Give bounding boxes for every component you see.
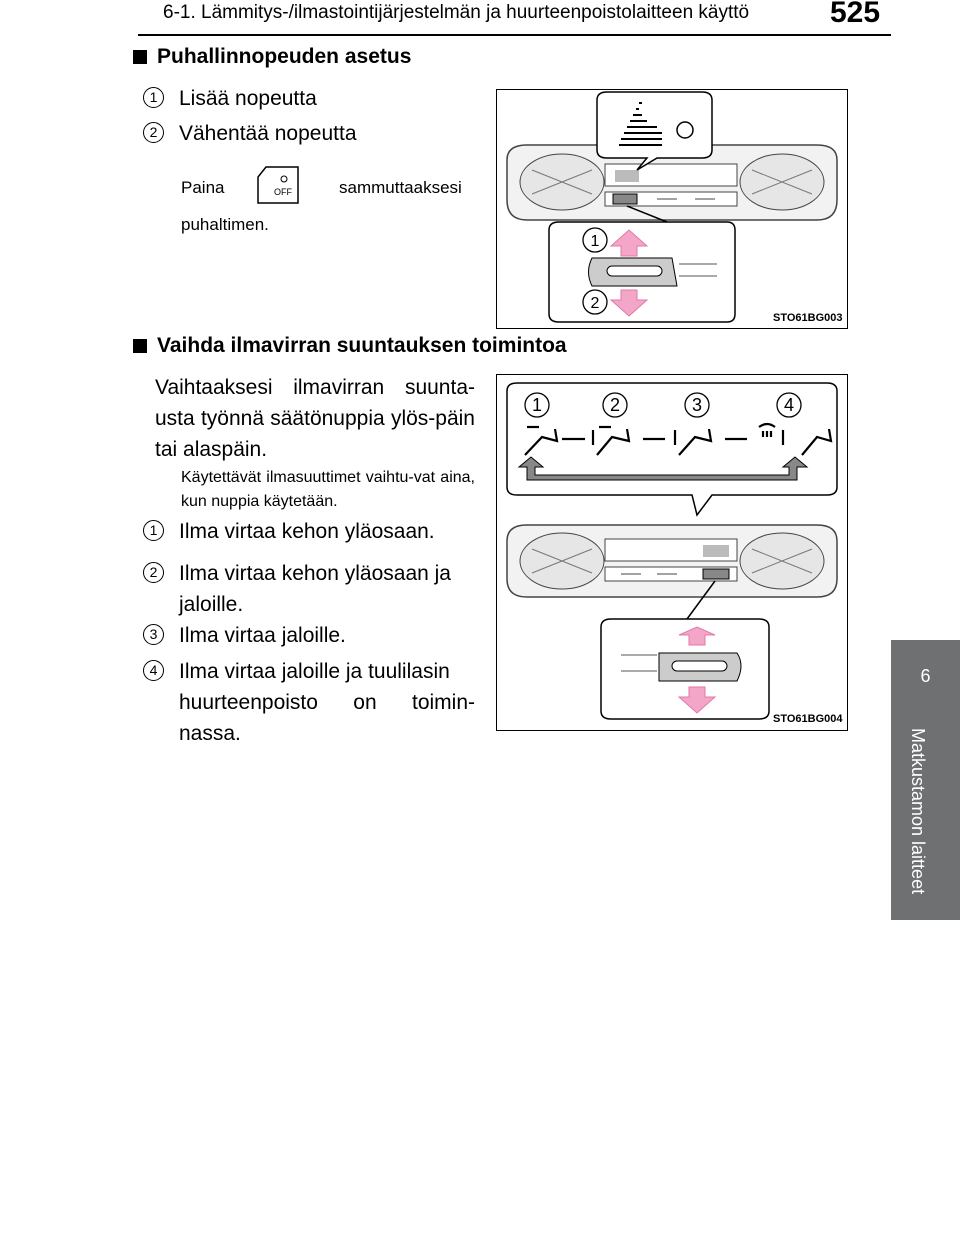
off-note-line2: puhaltimen.: [181, 215, 269, 234]
callout-badge: 1: [143, 87, 164, 108]
item-text: Ilma virtaa jaloille.: [179, 624, 346, 647]
side-tab: [891, 640, 960, 920]
off-note-after: sammuttaaksesi: [339, 178, 462, 197]
off-note-before: Paina: [181, 178, 225, 197]
section2-paragraph: Vaihtaaksesi ilmavirran suunta-usta työnnä säätönuppia ylös-päin tai alaspäin.: [155, 376, 475, 461]
airflow-mode-illustration: [497, 375, 846, 729]
item-text: Vähentää nopeutta: [179, 122, 357, 145]
page-number: 525: [830, 0, 881, 29]
figure-callout: 2: [590, 295, 600, 312]
fan-off-button-icon: [254, 165, 302, 205]
figure-callout: 1: [590, 233, 600, 250]
item-text: nassa.: [179, 722, 241, 745]
mode-item: [143, 656, 473, 749]
item-text: jaloille.: [179, 593, 244, 616]
callout-badge: 4: [143, 660, 164, 681]
section1-heading-text: Puhallinnopeuden asetus: [157, 45, 412, 68]
figure-callout: 3: [691, 395, 703, 415]
callout-badge: 2: [143, 122, 164, 143]
section2-heading: [133, 334, 567, 358]
mode-item: [143, 558, 473, 620]
side-tab-label: Matkustamon laitteet: [908, 728, 928, 895]
callout-badge: 3: [143, 624, 164, 645]
figure-callout: 2: [609, 395, 621, 415]
figure-fan-speed: [496, 89, 848, 329]
figure-airflow-modes: [496, 374, 848, 731]
header-rule: [138, 34, 891, 36]
callout-badge: 2: [143, 562, 164, 583]
figure-callout: 4: [783, 395, 795, 415]
item-text: huurteenpoisto on toimin-: [179, 691, 475, 714]
section1-heading: [133, 45, 411, 69]
mode-item: [143, 516, 473, 547]
callout-badge: 1: [143, 520, 164, 541]
bullet-square-icon: [133, 339, 147, 353]
section2-heading-text: Vaihda ilmavirran suuntauksen toimintoa: [157, 334, 567, 357]
item-text: Ilma virtaa kehon yläosaan.: [179, 520, 435, 543]
figure-code: STO61BG003: [773, 312, 843, 324]
off-text: OFF: [274, 187, 292, 197]
fan-speed-illustration: [497, 90, 846, 327]
figure-code: STO61BG004: [773, 713, 843, 725]
item-text: Ilma virtaa kehon yläosaan ja: [179, 562, 451, 585]
section2-note: Käytettävät ilmasuuttimet vaihtu-vat aina, kun nuppia käytetään.: [181, 469, 475, 510]
header-title: 6-1. Lämmitys-/ilmastointijärjestelmän ja huurteenpoistolaitteen käyttö: [163, 2, 750, 23]
bullet-square-icon: [133, 50, 147, 64]
side-tab-number: 6: [920, 666, 931, 686]
item-text: Lisää nopeutta: [179, 87, 317, 110]
figure-callout: 1: [531, 395, 543, 415]
item-text: Ilma virtaa jaloille ja tuulilasin: [179, 660, 450, 683]
mode-item: [143, 620, 473, 651]
